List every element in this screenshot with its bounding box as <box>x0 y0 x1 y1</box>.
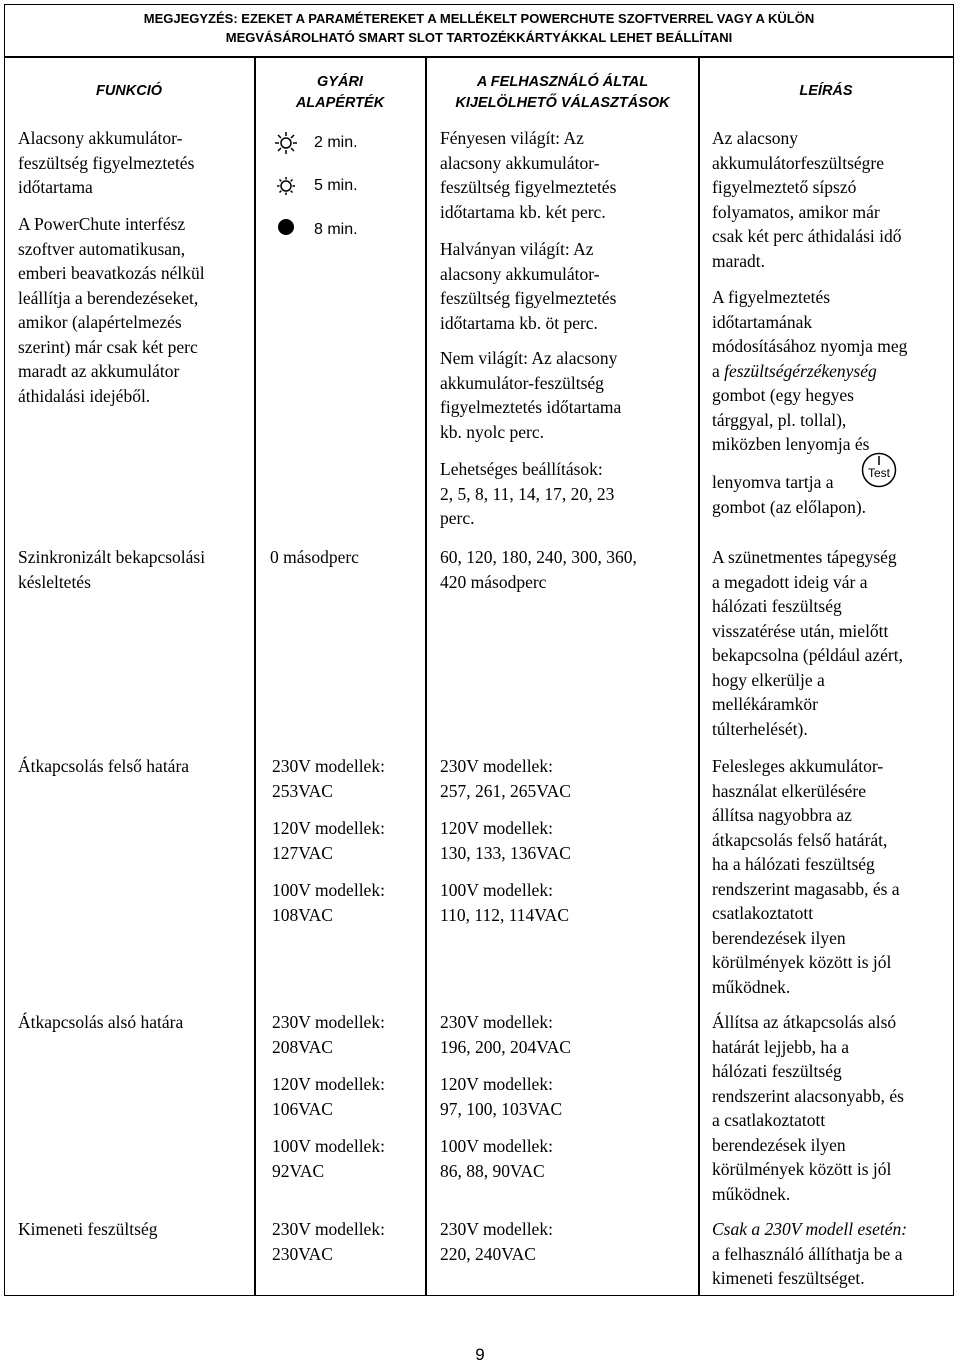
model-label: 230V modellek: <box>272 1012 385 1032</box>
column-divider <box>425 56 427 1296</box>
choice-dim: Halványan világít: Az alacsony akkumulátor- feszültség figyelmeztetés időtartama kb. öt perc. <box>440 239 617 333</box>
row5-description <box>712 1217 907 1291</box>
instructions-text: A figyelmeztetés időtartamának módosításához nyomja meg a <box>712 287 908 381</box>
model-label: 120V modellek: <box>272 818 385 838</box>
model-label: 230V modellek: <box>440 756 553 776</box>
sensitivity-button-name: feszültségérzékenység <box>724 360 877 381</box>
row3-choice-120 <box>440 816 571 865</box>
row1-description: Az alacsony akkumulátorfeszültségre figyelmeztető sípszó folyamatos, amikor már csak két perc áthidalási idő maradt. <box>712 128 902 271</box>
row4-default-230 <box>272 1010 385 1059</box>
model-value: 97, 100, 103VAC <box>440 1098 563 1119</box>
header-factory-default: GYÁRI ALAPÉRTÉK <box>295 74 385 111</box>
model-label: 230V modellek: <box>440 1012 553 1032</box>
header-user-selectable: A FELHASZNÁLÓ ÁLTAL KIJELÖLHETŐ VÁLASZTÁSOK <box>455 74 670 111</box>
row3-default-120 <box>272 816 385 865</box>
model-label: 100V modellek: <box>440 1136 553 1156</box>
model-value: 86, 88, 90VAC <box>440 1160 545 1181</box>
instructions-text-cont: gombot (egy hegyes tárggyal, pl. tollal), miközben lenyomja és <box>712 385 870 454</box>
model-label: 100V modellek: <box>272 880 385 900</box>
model-value: 130, 133, 136VAC <box>440 842 571 863</box>
default-8min-label: 8 min. <box>314 221 358 238</box>
test-button-icon <box>861 452 897 488</box>
row1-description-instructions <box>712 285 907 457</box>
row1-function: Alacsony akkumulátor- feszültség figyelmeztetés időtartama <box>18 128 195 197</box>
model-value: 230VAC <box>272 1243 333 1264</box>
row4-function: Átkapcsolás alsó határa <box>18 1012 184 1032</box>
row5-function: Kimeneti feszültség <box>18 1219 158 1239</box>
model-label: 120V modellek: <box>440 1074 553 1094</box>
default-5min-label: 5 min. <box>314 177 358 194</box>
divider <box>4 56 954 58</box>
row3-default-100 <box>272 878 385 927</box>
model-value: 208VAC <box>272 1036 333 1057</box>
model-value: 127VAC <box>272 842 333 863</box>
model-value: 110, 112, 114VAC <box>440 904 569 925</box>
test-button-label: Test <box>867 466 890 480</box>
led-dim-icon <box>274 174 298 198</box>
row3-function: Átkapcsolás felső határa <box>18 756 190 776</box>
row2-function: Szinkronizált bekapcsolási késleltetés <box>18 547 206 592</box>
row2-default: 0 másodperc <box>270 547 359 567</box>
model-value: 92VAC <box>272 1160 325 1181</box>
model-label: 230V modellek: <box>272 756 385 776</box>
model-label: 230V modellek: <box>272 1219 385 1239</box>
row4-choice-120 <box>440 1072 562 1121</box>
header-description: LEÍRÁS <box>799 83 853 99</box>
model-value: 220, 240VAC <box>440 1243 536 1264</box>
choice-off: Nem világít: Az alacsony akkumulátor-feszültség figyelmeztetés időtartama kb. nyolc perc. <box>440 348 622 442</box>
model-value: 108VAC <box>272 904 333 925</box>
row1-function-detail: A PowerChute interfész szoftver automatikusan, emberi beavatkozás nélkül leállítja a berendezéseket, amikor (alapértelmezés szerint) már csak két perc maradt az akkumulátor áthidalási idejéből. <box>18 214 205 406</box>
choice-bright: Fényesen világít: Az alacsony akkumulátor- feszültség figyelmeztetés időtartama kb. két perc. <box>440 128 617 222</box>
row5-choice-230 <box>440 1217 553 1266</box>
row1-description-hold: lenyomva tartja a <box>712 472 834 492</box>
row3-choice-230 <box>440 754 571 803</box>
row2-description: A szünetmentes tápegység a megadott ideig vár a hálózati feszültség visszatérése után, mielőtt bekapcsolna (például azért, hogy elkerülje a mellékáramkör túlterhelését). <box>712 547 903 739</box>
model-restriction-note: Csak a 230V modell esetén: <box>712 1219 908 1239</box>
column-divider <box>698 56 700 1296</box>
row4-description: Állítsa az átkapcsolás alsó határát lejjebb, ha a hálózati feszültség rendszerint alacsonyabb, és a csatlakoztatott berendezések ilyen körülmények között is jól működnek. <box>712 1012 904 1204</box>
note-line-1: MEGJEGYZÉS: EZEKET A PARAMÉTEREKET A MELLÉKELT POWERCHUTE SZOFTVERREL VAGY A KÜLÖN <box>143 11 815 26</box>
model-label: 120V modellek: <box>440 818 553 838</box>
column-divider <box>254 56 256 1296</box>
led-off-icon <box>277 218 295 236</box>
note-line-2: MEGVÁSÁROLHATÓ SMART SLOT TARTOZÉKKÁRTYÁKKAL LEHET BEÁLLÍTANI <box>225 29 733 45</box>
row4-default-100 <box>272 1134 385 1183</box>
row3-default-230 <box>272 754 385 803</box>
row5-default-230 <box>272 1217 385 1266</box>
description-text: a felhasználó állíthatja be a kimeneti feszültséget. <box>712 1243 903 1288</box>
row1-description-end: gombot (az előlapon). <box>712 497 867 517</box>
row4-choice-100 <box>440 1134 553 1183</box>
model-value: 257, 261, 265VAC <box>440 780 571 801</box>
model-label: 100V modellek: <box>440 880 553 900</box>
model-value: 106VAC <box>272 1098 333 1119</box>
row4-default-120 <box>272 1072 385 1121</box>
model-label: 230V modellek: <box>440 1219 553 1239</box>
row2-choices: 60, 120, 180, 240, 300, 360, 420 másodperc <box>440 547 637 592</box>
settings-note <box>4 10 954 47</box>
model-value: 196, 200, 204VAC <box>440 1036 571 1057</box>
model-label: 100V modellek: <box>272 1136 385 1156</box>
default-2min-label: 2 min. <box>314 134 358 151</box>
row3-choice-100 <box>440 878 569 927</box>
row3-description: Felesleges akkumulátor- használat elkerülésére állítsa nagyobbra az átkapcsolás felső határát, ha a hálózati feszültség rendszerint magasabb, és a csatlakoztatott berendezések ilyen körülmények között is jól működnek. <box>712 756 900 997</box>
row4-choice-230 <box>440 1010 571 1059</box>
led-bright-icon <box>274 131 298 155</box>
page-number: 9 <box>475 1345 485 1364</box>
choice-possible-settings: Lehetséges beállítások: 2, 5, 8, 11, 14, 17, 20, 23 perc. <box>440 459 615 528</box>
header-function: FUNKCIÓ <box>95 83 163 99</box>
model-value: 253VAC <box>272 780 333 801</box>
model-label: 120V modellek: <box>272 1074 385 1094</box>
